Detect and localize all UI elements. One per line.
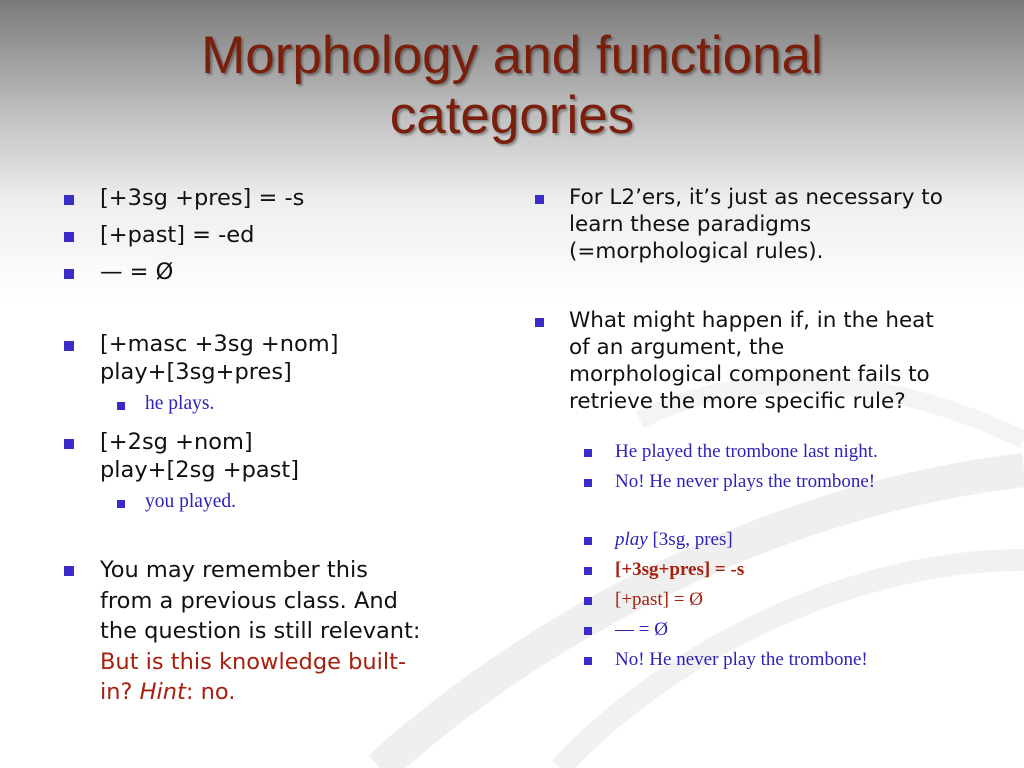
sub-bullet-3sg-pres-rule: [+3sg+pres] = -s <box>528 555 1008 585</box>
sub-bullet-play-3sg-pres: play [3sg, pres] <box>528 525 1008 555</box>
title-line-1: Morphology and functional <box>201 26 823 85</box>
bullet-masc-3sg-nom: [+masc +3sg +nom] play+[3sg+pres] <box>62 330 482 386</box>
bullet-past-rule: [+past] = -ed <box>62 221 482 249</box>
right-column <box>528 184 1008 675</box>
bullet-elsewhere-rule: — = Ø <box>62 258 482 286</box>
bullet-heat-of-argument: What might happen if, in the heat of an argument, the morphological component fails to retrieve the more specific rule? <box>528 307 1008 415</box>
title-line-2: categories <box>389 86 635 145</box>
sub-bullet-he-plays: he plays. <box>62 391 482 417</box>
bullet-3sg-pres-rule: [+3sg +pres] = -s <box>62 184 482 212</box>
sub-bullet-played-trombone: He played the trombone last night. <box>528 437 1008 467</box>
sub-bullet-you-played: you played. <box>62 489 482 515</box>
sub-bullet-never-play: No! He never play the trombone! <box>528 645 1008 675</box>
sub-bullet-elsewhere-rule: — = Ø <box>528 615 1008 645</box>
bullet-2sg-nom: [+2sg +nom] play+[2sg +past] <box>62 428 482 484</box>
bullet-remember-previous-class: You may remember this from a previous class. And the question is still relevant: But is this knowledge built- in? Hint: no. <box>62 555 482 708</box>
slide-title <box>0 26 1024 146</box>
bullet-l2-paradigms: For L2’ers, it’s just as necessary to learn these paradigms (=morphological rules). <box>528 184 1008 265</box>
left-column <box>62 184 482 708</box>
sub-bullet-never-plays: No! He never plays the trombone! <box>528 467 1008 497</box>
sub-bullet-past-rule: [+past] = Ø <box>528 585 1008 615</box>
